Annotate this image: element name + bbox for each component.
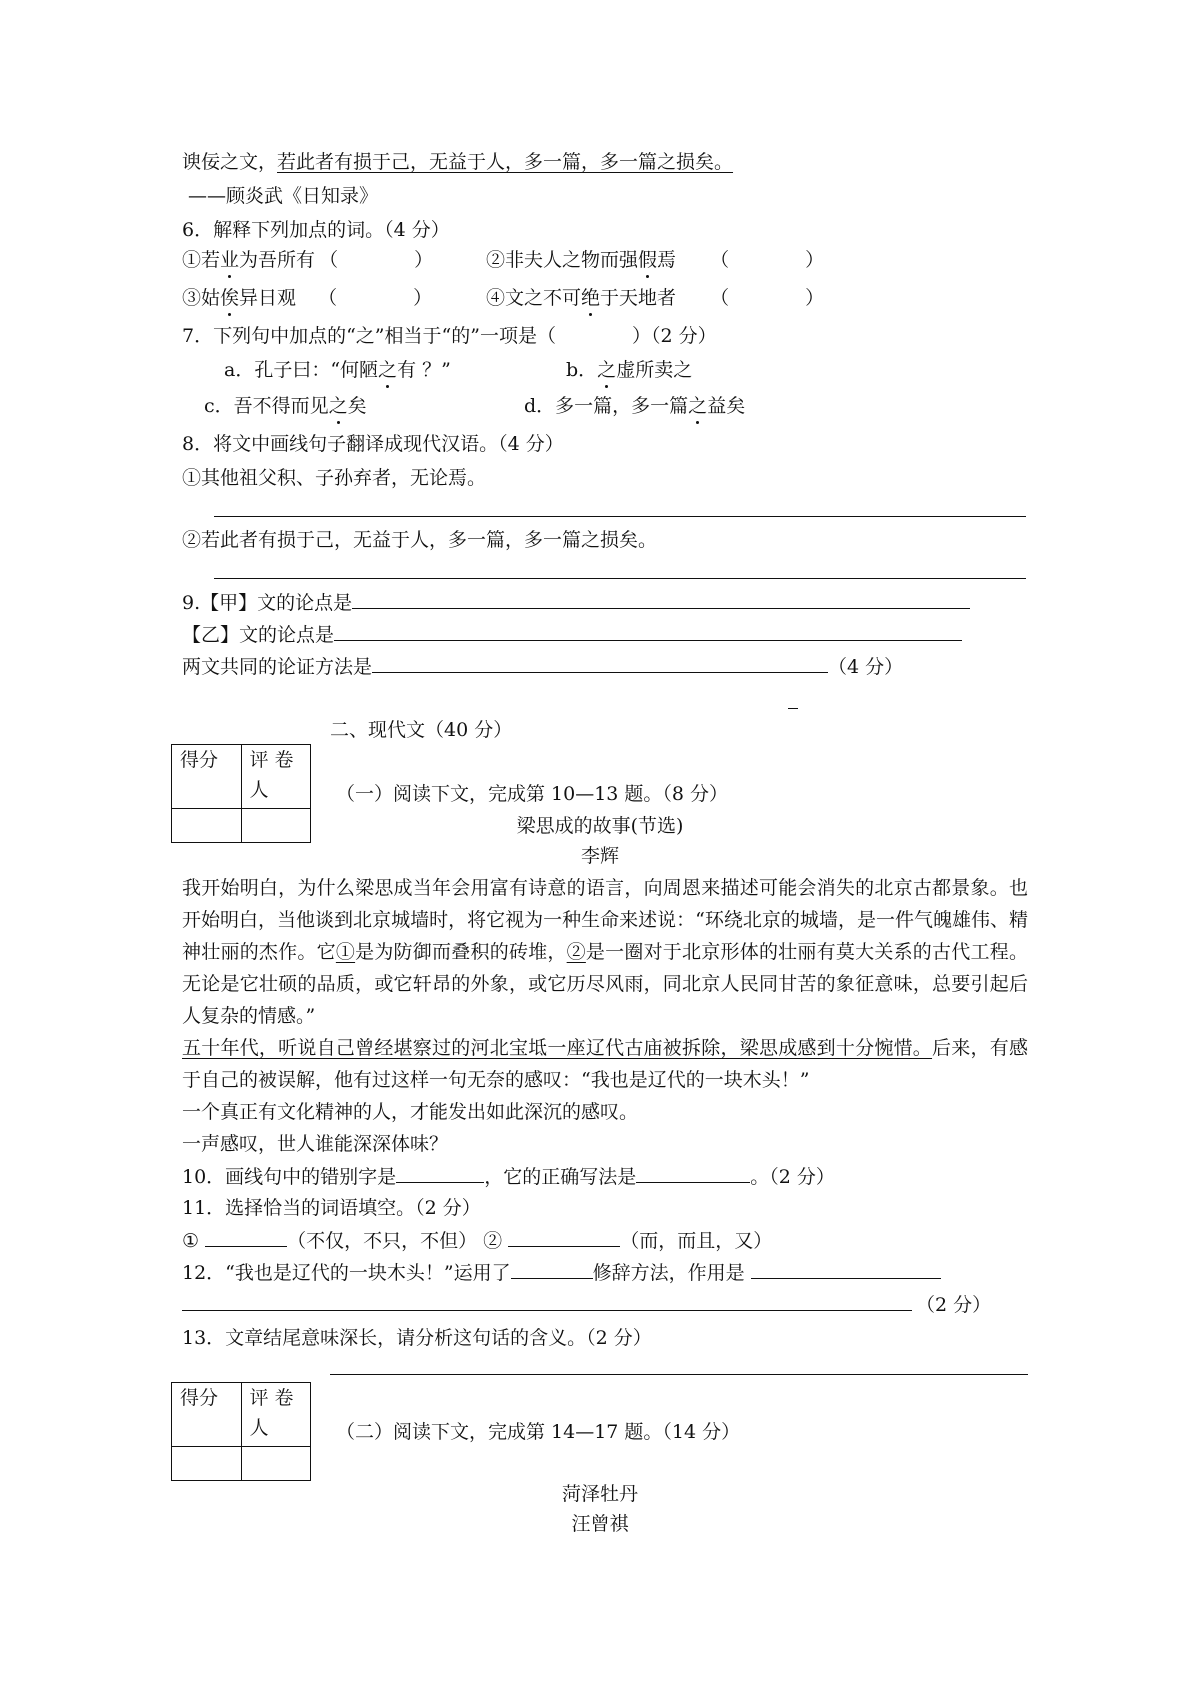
stray-mark bbox=[788, 708, 798, 709]
question-7-option-c[interactable]: c．吾不得而见之矣 bbox=[204, 395, 367, 417]
answer-line[interactable] bbox=[214, 516, 1026, 517]
dotted-char: 之 bbox=[688, 395, 708, 417]
question-12: 12．“我也是辽代的一块木头！”运用了 修辞方法，作用是 bbox=[182, 1260, 941, 1285]
passage-text: 谀佞之文， bbox=[182, 151, 278, 173]
dotted-char: 业 bbox=[220, 249, 240, 271]
question-9-line-1: 9.【甲】文的论点是 bbox=[182, 590, 970, 615]
question-7-option-d[interactable]: d．多一篇，多一篇之益矣 bbox=[524, 395, 746, 417]
score-label: 得分 bbox=[172, 745, 242, 809]
grader-label: 评 卷 人 bbox=[241, 1383, 311, 1447]
question-6-item: ①若业为吾所有 （ ） bbox=[182, 249, 434, 271]
blank-marker[interactable]: ② bbox=[566, 941, 586, 963]
question-11-stem: 11．选择恰当的词语填空。（2 分） bbox=[182, 1197, 481, 1219]
question-11-options: ① （不仅，不只，不但） ② （而，而且，又） bbox=[182, 1230, 773, 1252]
question-10: 10．画线句中的错别字是 ，它的正确写法是 。（2 分） bbox=[182, 1166, 835, 1188]
question-6-stem: 6．解释下列加点的词。（4 分） bbox=[182, 219, 450, 241]
question-6-item: ④文之不可绝于天地者 （ ） bbox=[486, 287, 825, 309]
answer-blank[interactable] bbox=[372, 654, 828, 673]
dotted-char: 之 bbox=[328, 395, 348, 417]
question-13: 13．文章结尾意味深长，请分析这句话的含义。（2 分） bbox=[182, 1327, 652, 1349]
score-label: 得分 bbox=[172, 1383, 242, 1447]
article-2-title: 菏泽牡丹 bbox=[561, 1483, 638, 1505]
passage-line bbox=[182, 150, 733, 174]
answer-blank[interactable]: （ ） bbox=[319, 249, 434, 271]
article-paragraph-3: 一个真正有文化精神的人，才能发出如此深沉的感叹。 bbox=[182, 1101, 639, 1123]
underlined-sentence: 五十年代，听说自己曾经堪察过的河北宝坻一座辽代古庙被拆除，梁思成感到十分惋惜。 bbox=[182, 1037, 933, 1059]
dotted-char: 绝 bbox=[581, 287, 601, 309]
article-paragraph-2: 五十年代，听说自己曾经堪察过的河北宝坻一座辽代古庙被拆除，梁思成感到十分惋惜。后来，有感于自己的被误解，他有过这样一句无奈的感叹：“我也是辽代的一块木头！” bbox=[182, 1037, 1028, 1091]
answer-blank[interactable] bbox=[205, 1228, 287, 1247]
dotted-char: 之 bbox=[597, 359, 617, 381]
dotted-char: 俟 bbox=[220, 287, 240, 309]
article-paragraph-4: 一声感叹，世人谁能深深体味？ bbox=[182, 1133, 449, 1155]
article-author: 李辉 bbox=[580, 845, 619, 867]
answer-blank[interactable] bbox=[636, 1164, 750, 1183]
question-6-item: ②非夫人之物而强假焉 （ ） bbox=[486, 249, 825, 271]
dotted-char: 假 bbox=[638, 249, 658, 271]
question-8-sentence-2: ②若此者有损于己，无益于人，多一篇，多一篇之损矣。 bbox=[182, 529, 658, 551]
question-9-line-2: 【乙】文的论点是 bbox=[182, 622, 962, 647]
answer-blank[interactable] bbox=[751, 1260, 941, 1279]
answer-blank[interactable] bbox=[511, 1260, 593, 1279]
question-9-line-3: 两文共同的论证方法是 （4 分） bbox=[182, 656, 904, 678]
grader-cell[interactable] bbox=[241, 1447, 311, 1481]
question-7-stem: 7．下列句中加点的“之”相当于“的”一项是（ ）（2 分） bbox=[182, 325, 717, 347]
section-title: 二、现代文（40 分） bbox=[330, 719, 513, 741]
question-8-stem: 8．将文中画线句子翻译成现代汉语。（4 分） bbox=[182, 433, 564, 455]
question-7-option-a[interactable]: a．孔子曰：“何陋之有 ？” bbox=[224, 359, 451, 381]
question-7-option-b[interactable]: b．之虚所卖之 bbox=[566, 359, 693, 381]
article-paragraph-1: 我开始明白，为什么梁思成当年会用富有诗意的语言，向周恩来描述可能会消失的北京古都景象。也开始明白，当他谈到北京城墙时，将它视为一种生命来述说：“环绕北京的城墙，是一件气魄雄伟、精神壮丽的杰作。它①是为防御而叠积的砖堆，②是一圈对于北京形体的壮丽有莫大关系的古代工程。无论是它壮硕的品质，或它轩昂的外象，或它历尽风雨，同北京人民同甘苦的象征意味，总要引起后人复杂的情感。” bbox=[182, 877, 1028, 1027]
dotted-char: 之 bbox=[378, 359, 398, 381]
underlined-sentence: 若此者有损于己，无益于人，多一篇，多一篇之损矣。 bbox=[277, 151, 734, 173]
article-title: 梁思成的故事(节选) bbox=[516, 815, 684, 837]
question-6-item: ③姑俟异日观 （ ） bbox=[182, 287, 433, 309]
article-2-author: 汪曾祺 bbox=[571, 1513, 629, 1535]
grader-label: 评 卷 人 bbox=[241, 745, 311, 809]
answer-blank[interactable]: （ ） bbox=[710, 287, 825, 309]
answer-blank[interactable] bbox=[508, 1228, 620, 1247]
score-table bbox=[171, 1382, 311, 1481]
question-8-sentence-1: ①其他祖父积、子孙弃者，无论焉。 bbox=[182, 467, 487, 489]
answer-blank[interactable]: （ ） bbox=[710, 249, 825, 271]
score-cell[interactable] bbox=[172, 1447, 242, 1481]
answer-blank[interactable] bbox=[334, 622, 962, 641]
part-2-instruction: （二）阅读下文，完成第 14—17 题。（14 分） bbox=[336, 1421, 741, 1443]
answer-blank[interactable]: （ ） bbox=[318, 287, 433, 309]
answer-blank[interactable] bbox=[182, 1292, 912, 1311]
answer-blank[interactable] bbox=[352, 590, 970, 609]
part-1-instruction: （一）阅读下文，完成第 10—13 题。（8 分） bbox=[336, 783, 729, 805]
blank-marker[interactable]: ① bbox=[335, 941, 356, 963]
passage-source: ——顾炎武《日知录》 bbox=[188, 185, 379, 207]
answer-blank[interactable] bbox=[396, 1164, 484, 1183]
question-12-cont: （2 分） bbox=[182, 1292, 991, 1317]
answer-line[interactable] bbox=[330, 1374, 1028, 1375]
answer-line[interactable] bbox=[214, 578, 1026, 579]
